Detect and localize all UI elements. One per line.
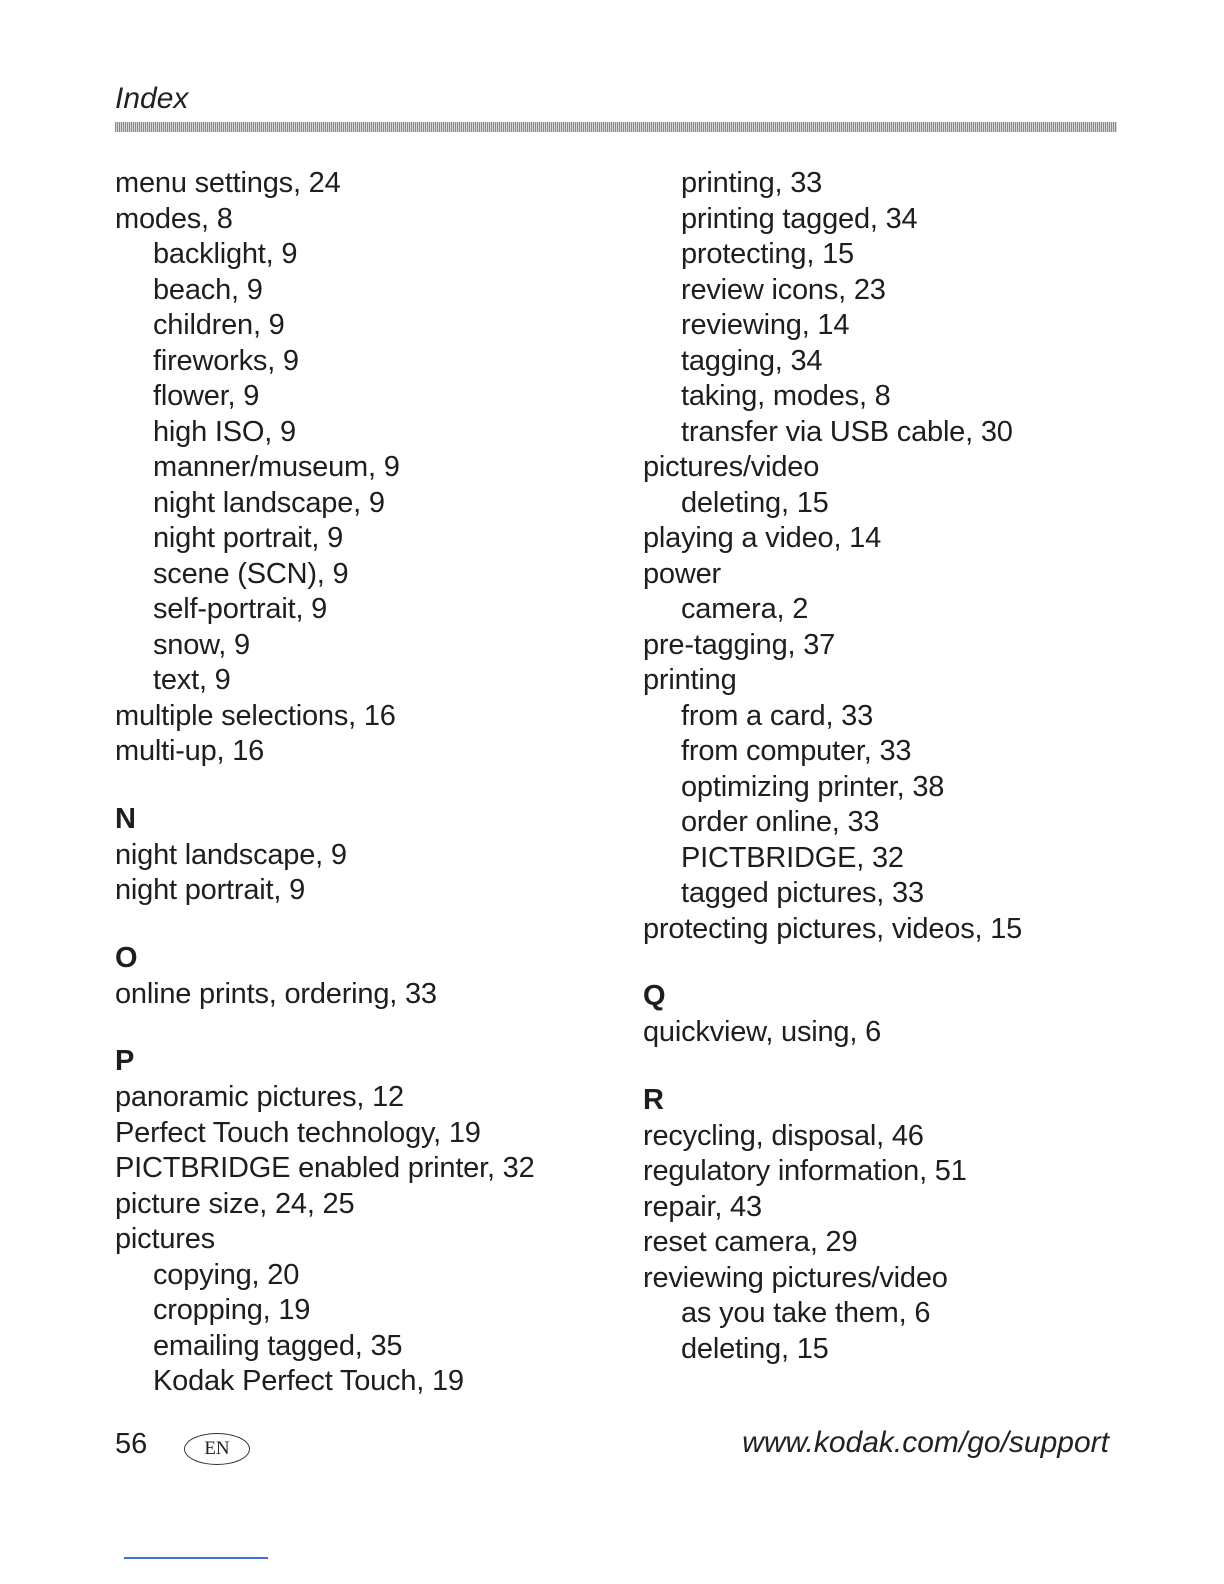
index-entry: panoramic pictures, 12 [115, 1081, 404, 1113]
index-subentry: self-portrait, 9 [153, 593, 328, 625]
index-subentry: reviewing, 14 [681, 309, 850, 341]
language-badge-label: EN [204, 1438, 230, 1459]
index-entry: power [643, 557, 721, 590]
index-subentry: from computer, 33 [681, 735, 912, 767]
index-subentry: flower, 9 [153, 380, 260, 412]
index-entry: pre-tagging, 37 [643, 628, 836, 661]
index-subentry: protecting, 15 [681, 238, 854, 270]
index-subentry: backlight, 9 [153, 238, 298, 270]
index-subentry: beach, 9 [153, 273, 263, 306]
index-subentry: night landscape, 9 [153, 486, 385, 519]
index-subentry: as you take them, 6 [681, 1297, 931, 1329]
index-subentry: deleting, 15 [681, 1332, 829, 1365]
index-subentry: review icons, 23 [681, 273, 886, 306]
index-subentry: from a card, 33 [681, 699, 874, 732]
index-subentry: night portrait, 9 [153, 522, 344, 554]
page-number: 56 [115, 1428, 148, 1460]
index-letter-heading: Q [643, 980, 666, 1012]
index-entry: pictures/video [643, 451, 820, 483]
index-subentry: cropping, 19 [153, 1294, 311, 1326]
index-subentry: emailing tagged, 35 [153, 1329, 403, 1362]
index-subentry: PICTBRIDGE, 32 [681, 841, 904, 874]
index-subentry: manner/museum, 9 [153, 451, 400, 483]
index-entry: reviewing pictures/video [643, 1261, 948, 1294]
index-subentry: tagged pictures, 33 [681, 877, 924, 909]
index-entry: regulatory information, 51 [643, 1155, 967, 1187]
index-subentry: Kodak Perfect Touch, 19 [153, 1365, 464, 1397]
index-subentry: camera, 2 [681, 593, 809, 625]
index-entry: night portrait, 9 [115, 874, 306, 906]
bottom-marker [124, 1557, 268, 1559]
index-letter-heading: P [115, 1045, 135, 1077]
index-subentry: optimizing printer, 38 [681, 770, 945, 803]
index-subentry: copying, 20 [153, 1258, 300, 1291]
index-letter-heading: N [115, 802, 136, 835]
index-letter-heading: R [643, 1083, 664, 1116]
index-column-left [115, 166, 615, 1400]
index-entry: pictures [115, 1223, 215, 1255]
index-entry: night landscape, 9 [115, 838, 347, 871]
support-url: www.kodak.com/go/support [742, 1426, 1109, 1459]
index-entry: playing a video, 14 [643, 522, 882, 554]
index-subentry: snow, 9 [153, 628, 250, 661]
index-subentry: tagging, 34 [681, 344, 823, 377]
index-subentry: deleting, 15 [681, 486, 829, 519]
index-entry: modes, 8 [115, 202, 233, 235]
index-entry: quickview, using, 6 [643, 1016, 881, 1048]
index-entry: online prints, ordering, 33 [115, 977, 437, 1010]
index-subentry: taking, modes, 8 [681, 380, 891, 412]
index-subentry: children, 9 [153, 309, 285, 341]
index-subentry: fireworks, 9 [153, 344, 299, 377]
page-header-title: Index [115, 82, 189, 115]
index-entry: PICTBRIDGE enabled printer, 32 [115, 1152, 535, 1184]
index-subentry: transfer via USB cable, 30 [681, 415, 1013, 448]
index-column-right [643, 166, 1113, 1367]
index-subentry: printing, 33 [681, 167, 823, 199]
index-entry: Perfect Touch technology, 19 [115, 1116, 481, 1149]
index-entry: protecting pictures, videos, 15 [643, 912, 1023, 945]
index-subentry: scene (SCN), 9 [153, 557, 349, 590]
index-subentry: order online, 33 [681, 806, 880, 838]
index-letter-heading: O [115, 941, 138, 974]
index-entry: multi-up, 16 [115, 735, 265, 767]
index-subentry: high ISO, 9 [153, 415, 296, 448]
index-entry: picture size, 24, 25 [115, 1187, 355, 1220]
index-subentry: printing tagged, 34 [681, 202, 918, 235]
index-subentry: text, 9 [153, 664, 231, 696]
index-entry: reset camera, 29 [643, 1226, 858, 1258]
index-entry: printing [643, 664, 737, 696]
index-entry: recycling, disposal, 46 [643, 1119, 924, 1152]
index-entry: multiple selections, 16 [115, 699, 396, 732]
header-rule [115, 122, 1117, 132]
language-badge-icon [184, 1433, 250, 1465]
index-entry: menu settings, 24 [115, 167, 341, 199]
index-entry: repair, 43 [643, 1190, 762, 1223]
